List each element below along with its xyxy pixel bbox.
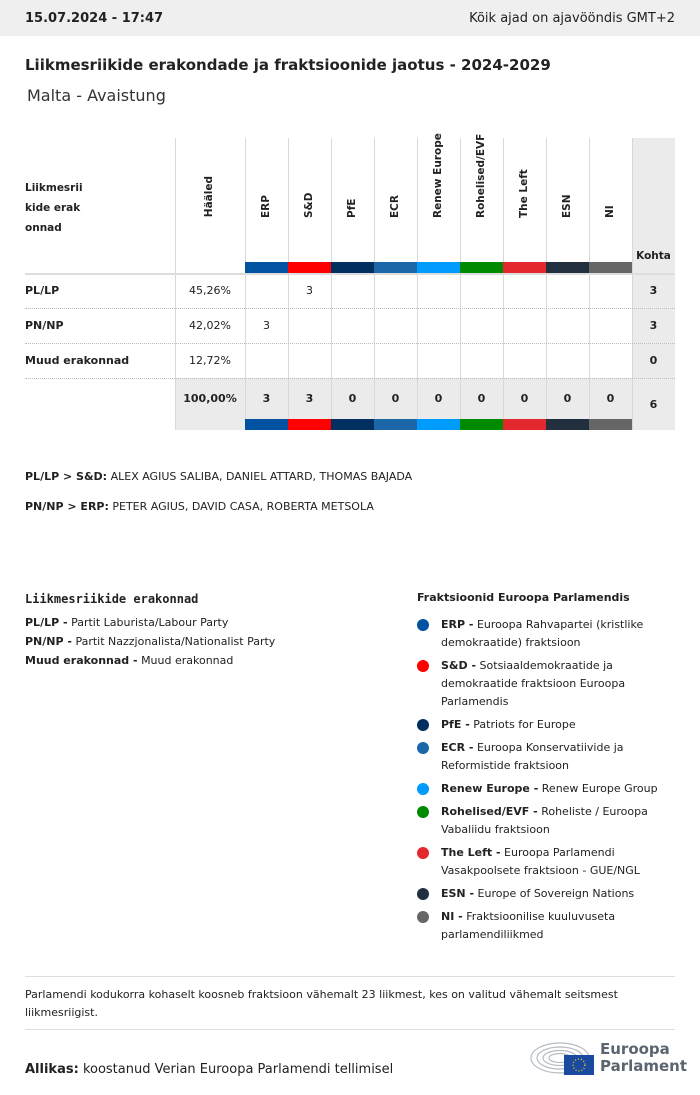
legend-text [441, 716, 576, 734]
party-legend-title: Liikmesriikide erakonnad [25, 592, 199, 606]
seat-count [503, 273, 546, 308]
group-name: Euroopa Parlamendi Vasakpoolsete fraktsioon - GUE/NGL [441, 846, 640, 877]
timezone-note: Kõik ajad on ajavööndis GMT+2 [469, 10, 675, 26]
group-color-bar [245, 262, 288, 273]
group-color-bar [503, 262, 546, 273]
legend-text [441, 657, 677, 711]
row-total: 3 [649, 284, 658, 297]
color-dot-icon [417, 783, 429, 795]
party-legend-item [25, 654, 275, 667]
seat-count [589, 308, 632, 343]
group-name: Euroopa Konservatiivide ja Reformistide fraktsioon [441, 741, 624, 772]
legend-text [441, 844, 677, 880]
group-legend [417, 591, 677, 949]
seat-count [374, 273, 417, 308]
votes-value: 42,02% [189, 319, 231, 332]
color-dot-icon [417, 888, 429, 900]
group-header: Rohelised/EVF [475, 133, 487, 218]
group-color-bar [589, 419, 632, 430]
seat-count [546, 343, 589, 378]
party-name: Partit Laburista/Labour Party [71, 616, 229, 629]
parliament-logo-icon [530, 1040, 594, 1076]
group-name: Euroopa Rahvapartei (kristlike demokraatide) fraktsioon [441, 618, 644, 649]
source-text: koostanud Verian Euroopa Parlamendi tellimisel [82, 1062, 394, 1077]
group-header: Renew Europe [432, 133, 444, 218]
group-header: The Left [518, 169, 530, 218]
party-legend-item [25, 635, 275, 648]
seat-count [374, 308, 417, 343]
group-header: ERP [260, 195, 272, 218]
group-legend-item [417, 657, 677, 711]
votes-value: 12,72% [189, 354, 231, 367]
group-color-bar [417, 419, 460, 430]
abbr: NI - [441, 910, 463, 923]
group-color-bar [245, 419, 288, 430]
abbr: PL/LP - [25, 616, 68, 629]
members-names: ALEX AGIUS SALIBA, DANIEL ATTARD, THOMAS BAJADA [110, 470, 413, 483]
color-dot-icon [417, 911, 429, 923]
seats-header: Kohta [636, 250, 671, 262]
seat-count [288, 343, 331, 378]
legend-text [441, 803, 677, 839]
party-legend [25, 592, 275, 673]
group-name: Fraktsioonilise kuuluvuseta parlamendiliikmed [441, 910, 616, 941]
source [25, 1062, 393, 1077]
seat-count: 3 [306, 284, 313, 297]
members-note [25, 470, 412, 483]
group-header: ECR [389, 195, 401, 218]
seat-count [589, 343, 632, 378]
abbr: Muud erakonnad - [25, 654, 138, 667]
total-seats: 0 [477, 391, 486, 405]
seat-count [245, 343, 288, 378]
party-name: Partit Nazzjonalista/Nationalist Party [75, 635, 276, 648]
party-name: PN/NP [25, 319, 64, 332]
votes-value: 45,26% [189, 284, 231, 297]
grand-total: 6 [649, 397, 658, 411]
group-color-bar [331, 262, 374, 273]
group-header: ESN [561, 194, 573, 218]
group-name: Europe of Sovereign Nations [477, 887, 635, 900]
row-total: 3 [649, 319, 658, 332]
abbr: ESN - [441, 887, 475, 900]
logo-line1: Euroopa [600, 1040, 670, 1058]
total-seats: 0 [391, 391, 400, 405]
seat-count [460, 343, 503, 378]
total-seats: 0 [606, 391, 615, 405]
legend-text [441, 908, 677, 944]
group-name: Sotsiaaldemokraatide ja demokraatide fraktsioon Euroopa Parlamendis [441, 659, 626, 708]
total-seats: 3 [262, 391, 271, 405]
seat-count [331, 308, 374, 343]
group-color-bar [288, 262, 331, 273]
group-color-bar [546, 262, 589, 273]
legend-text [441, 885, 634, 903]
seat-count: 3 [263, 319, 270, 332]
page-subtitle: Malta - Avaistung [27, 86, 166, 105]
total-seats: 0 [348, 391, 357, 405]
party-legend-item [25, 616, 275, 629]
legend-text [441, 616, 677, 652]
color-dot-icon [417, 847, 429, 859]
seat-count [546, 308, 589, 343]
abbr: PfE - [441, 718, 470, 731]
abbr: PN/NP - [25, 635, 72, 648]
group-name: Roheliste / Euroopa Vabaliidu fraktsioon [441, 805, 648, 836]
legend-text [441, 739, 677, 775]
distribution-table [25, 133, 675, 430]
seat-count [589, 273, 632, 308]
seat-count [331, 273, 374, 308]
seat-count [374, 343, 417, 378]
seat-count [460, 308, 503, 343]
datetime: 15.07.2024 - 17:47 [25, 10, 164, 26]
color-dot-icon [417, 806, 429, 818]
seat-count [546, 273, 589, 308]
group-color-bar [288, 419, 331, 430]
group-header: NI [604, 205, 616, 218]
page-title: Liikmesriikide erakondade ja fraktsioonide jaotus - 2024-2029 [25, 56, 551, 74]
seat-count [417, 343, 460, 378]
group-legend-item [417, 780, 677, 798]
party-name: Muud erakonnad [25, 354, 130, 367]
group-color-bar [417, 262, 460, 273]
source-label: Allikas: [25, 1062, 79, 1077]
abbr: ERP - [441, 618, 474, 631]
votes-header: Hääled [203, 176, 215, 218]
seat-count [417, 308, 460, 343]
group-color-bar [374, 419, 417, 430]
abbr: Rohelised/EVF - [441, 805, 538, 818]
total-seats: 0 [434, 391, 443, 405]
seat-count [460, 273, 503, 308]
group-legend-item [417, 844, 677, 880]
members-label: PN/NP > ERP: [25, 500, 109, 513]
color-dot-icon [417, 619, 429, 631]
seat-count [331, 343, 374, 378]
total-votes: 100,00% [183, 391, 237, 405]
seat-count [288, 308, 331, 343]
total-seats: 0 [563, 391, 572, 405]
seat-count [417, 273, 460, 308]
group-legend-item [417, 616, 677, 652]
group-color-bar [460, 419, 503, 430]
abbr: S&D - [441, 659, 477, 672]
color-dot-icon [417, 742, 429, 754]
abbr: The Left - [441, 846, 501, 859]
group-legend-item [417, 803, 677, 839]
group-legend-item [417, 908, 677, 944]
abbr: Renew Europe - [441, 782, 539, 795]
members-label: PL/LP > S&D: [25, 470, 108, 483]
seat-count [503, 308, 546, 343]
footnote: Parlamendi kodukorra kohaselt koosneb fraktsioon vähemalt 23 liikmest, kes on valitud vähemalt seitsmest liikmesriigist. [25, 976, 675, 1030]
total-seats: 0 [520, 391, 529, 405]
group-color-bar [503, 419, 546, 430]
group-name: Renew Europe Group [541, 782, 658, 795]
color-dot-icon [417, 719, 429, 731]
abbr: ECR - [441, 741, 474, 754]
top-bar [0, 0, 700, 36]
seat-count [503, 343, 546, 378]
group-color-bar [374, 262, 417, 273]
members-note [25, 500, 374, 513]
group-color-bar [460, 262, 503, 273]
group-color-bar [546, 419, 589, 430]
ep-logo [530, 1040, 687, 1076]
group-legend-item [417, 885, 677, 903]
group-legend-item [417, 739, 677, 775]
row-total: 0 [649, 354, 658, 367]
seat-count [245, 273, 288, 308]
legend-text [441, 780, 658, 798]
members-names: PETER AGIUS, DAVID CASA, ROBERTA METSOLA [112, 500, 374, 513]
group-header: PfE [346, 198, 358, 218]
row-header: Liikmesriikide erakonnad [25, 182, 83, 234]
group-color-bar [589, 262, 632, 273]
color-dot-icon [417, 660, 429, 672]
party-name: PL/LP [25, 284, 60, 297]
group-legend-title: Fraktsioonid Euroopa Parlamendis [417, 591, 630, 604]
group-name: Patriots for Europe [473, 718, 576, 731]
group-color-bar [331, 419, 374, 430]
group-legend-item [417, 716, 677, 734]
party-name: Muud erakonnad [141, 654, 234, 667]
total-seats: 3 [305, 391, 314, 405]
group-header: S&D [303, 192, 315, 218]
logo-line2: Parlament [600, 1057, 688, 1075]
